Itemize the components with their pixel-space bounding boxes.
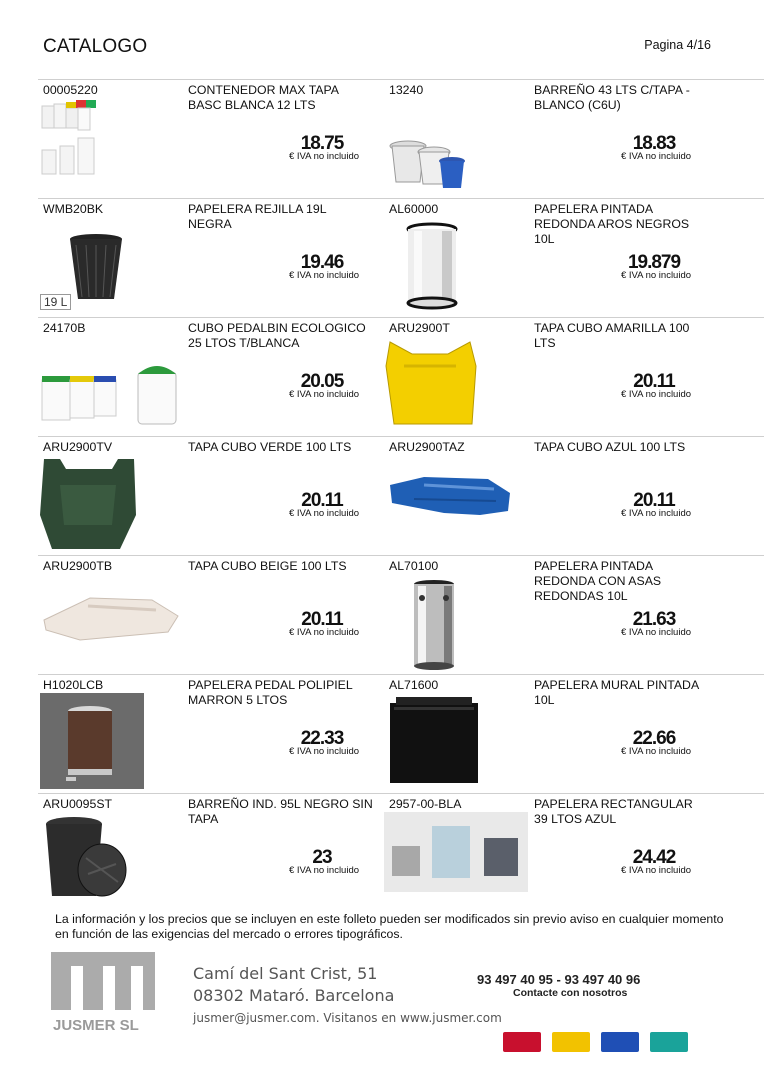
product-card[interactable]: [384, 675, 764, 793]
product-card[interactable]: [384, 80, 764, 198]
email-web[interactable]: jusmer@jusmer.com. Visitanos en www.jusmer.com: [193, 1011, 502, 1025]
product-code: ARU2900TV: [43, 440, 113, 454]
mini-logo-yellow: [552, 1032, 590, 1052]
product-row: [38, 436, 764, 555]
product-name: PAPELERA RECTANGULAR 39 LTOS AZUL: [534, 797, 693, 826]
product-image-tubs: [384, 98, 484, 194]
product-image-rect-bins: [384, 812, 528, 892]
product-image-beige-lid: [40, 574, 180, 670]
product-card[interactable]: [38, 675, 388, 793]
product-card[interactable]: [38, 794, 388, 912]
product-row: [38, 198, 764, 317]
product-image-white-bins: [40, 98, 140, 194]
product-price: 21.63: [632, 609, 676, 630]
price-note: € IVA no incluido: [288, 746, 360, 757]
product-row: [38, 793, 764, 912]
price-note: € IVA no incluido: [620, 151, 692, 162]
page-number: Pagina 4/16: [644, 38, 711, 52]
mini-logo-red: [503, 1032, 541, 1052]
catalog-header: [43, 36, 723, 66]
product-name: PAPELERA MURAL PINTADA 10L: [534, 678, 699, 707]
product-card[interactable]: [384, 794, 764, 912]
product-code: AL71600: [389, 678, 439, 692]
product-image-yellow-lid: [384, 336, 484, 432]
product-row: [38, 674, 764, 793]
company-logo: [45, 950, 165, 1036]
capacity-badge: 19 L: [40, 294, 71, 310]
price-note: € IVA no incluido: [620, 746, 692, 757]
product-code: 24170B: [43, 321, 86, 335]
product-price: 19.46: [300, 252, 344, 273]
product-code: AL60000: [389, 202, 439, 216]
price-note: € IVA no incluido: [288, 627, 360, 638]
product-card[interactable]: [38, 80, 388, 198]
price-note: € IVA no incluido: [620, 389, 692, 400]
product-price: 22.33: [300, 728, 344, 749]
product-code: ARU0095ST: [43, 797, 113, 811]
product-price: 19.879: [627, 252, 681, 273]
product-card[interactable]: [38, 318, 388, 436]
price-note: € IVA no incluido: [288, 508, 360, 519]
price-note: € IVA no incluido: [288, 389, 360, 400]
product-card[interactable]: [384, 318, 764, 436]
product-code: 2957-00-BLA: [389, 797, 462, 811]
product-code: H1020LCB: [43, 678, 104, 692]
product-name: BARREÑO 43 LTS C/TAPA - BLANCO (C6U): [534, 83, 690, 112]
product-row: [38, 555, 764, 674]
product-code: WMB20BK: [43, 202, 104, 216]
product-row: [38, 317, 764, 436]
product-name: TAPA CUBO AZUL 100 LTS: [534, 440, 686, 454]
product-name: PAPELERA REJILLA 19L NEGRA: [188, 202, 327, 231]
brand-mini-logos: [503, 1032, 699, 1057]
product-price: 20.11: [633, 371, 675, 392]
price-note: € IVA no incluido: [620, 627, 692, 638]
product-image-green-lid: [40, 455, 140, 551]
company-footer: [45, 950, 725, 1040]
product-code: AL70100: [389, 559, 439, 573]
product-code: ARU2900TB: [43, 559, 113, 573]
product-name: TAPA CUBO BEIGE 100 LTS: [188, 559, 347, 573]
product-grid: [38, 79, 764, 912]
product-image-pedal-bins: [40, 336, 190, 432]
price-note: € IVA no incluido: [288, 865, 360, 876]
mini-logo-teal: [650, 1032, 688, 1052]
product-name: PAPELERA PEDAL POLIPIEL MARRON 5 LTOS: [188, 678, 353, 707]
product-card[interactable]: [384, 199, 764, 317]
product-name: PAPELERA PINTADA REDONDA AROS NEGROS 10L: [534, 202, 690, 246]
address-line-2: 08302 Mataró. Barcelona: [193, 986, 395, 1005]
product-card[interactable]: [384, 437, 764, 555]
product-code: ARU2900T: [389, 321, 450, 335]
price-note: € IVA no incluido: [288, 151, 360, 162]
product-card[interactable]: [38, 199, 388, 317]
product-price: 18.75: [300, 133, 344, 154]
product-price: 20.11: [633, 490, 675, 511]
contact-block: [477, 972, 727, 999]
product-image-steel-bin: [384, 217, 484, 313]
product-name: CONTENEDOR MAX TAPA BASC BLANCA 12 LTS: [188, 83, 339, 112]
product-name: BARREÑO IND. 95L NEGRO SIN TAPA: [188, 797, 373, 826]
product-image-blue-lid: [384, 455, 514, 551]
company-name: JUSMER SL: [53, 1017, 139, 1034]
product-code: ARU2900TAZ: [389, 440, 465, 454]
product-price: 22.66: [632, 728, 676, 749]
product-image-pedal-brown: [40, 693, 144, 789]
product-code: 00005220: [43, 83, 98, 97]
product-name: TAPA CUBO VERDE 100 LTS: [188, 440, 352, 454]
price-note: € IVA no incluido: [620, 865, 692, 876]
product-code: 13240: [389, 83, 424, 97]
product-card[interactable]: [38, 556, 388, 674]
product-image-wall-bin: [384, 693, 484, 789]
company-address: [193, 964, 502, 1025]
product-price: 20.11: [301, 490, 343, 511]
product-card[interactable]: [38, 437, 388, 555]
contact-label: Contacte con nosotros: [513, 987, 628, 999]
price-note: € IVA no incluido: [620, 270, 692, 281]
product-price: 23: [312, 847, 332, 868]
phone-numbers[interactable]: 93 497 40 95 - 93 497 40 96: [477, 972, 641, 987]
disclaimer-text: La información y los precios que se incluyen en este folleto pueden ser modificados sin previo aviso en cualquier momento en función de las exigencias del mercado o errores tipográficos.: [55, 912, 724, 941]
address-line-1: Camí del Sant Crist, 51: [193, 964, 378, 983]
product-price: 20.05: [300, 371, 344, 392]
catalog-title: CATALOGO: [43, 36, 148, 57]
mini-logo-blue: [601, 1032, 639, 1052]
product-card[interactable]: [384, 556, 764, 674]
product-price: 20.11: [301, 609, 343, 630]
price-note: € IVA no incluido: [288, 270, 360, 281]
price-note: € IVA no incluido: [620, 508, 692, 519]
product-name: TAPA CUBO AMARILLA 100 LTS: [534, 321, 690, 350]
product-image-handled-bin: [384, 574, 484, 670]
product-price: 24.42: [632, 847, 676, 868]
product-name: PAPELERA PINTADA REDONDA CON ASAS REDONDAS 10L: [534, 559, 662, 603]
product-name: CUBO PEDALBIN ECOLOGICO 25 LTOS T/BLANCA: [188, 321, 366, 350]
product-image-black-tub: [40, 812, 140, 908]
product-row: [38, 79, 764, 198]
product-price: 18.83: [632, 133, 676, 154]
